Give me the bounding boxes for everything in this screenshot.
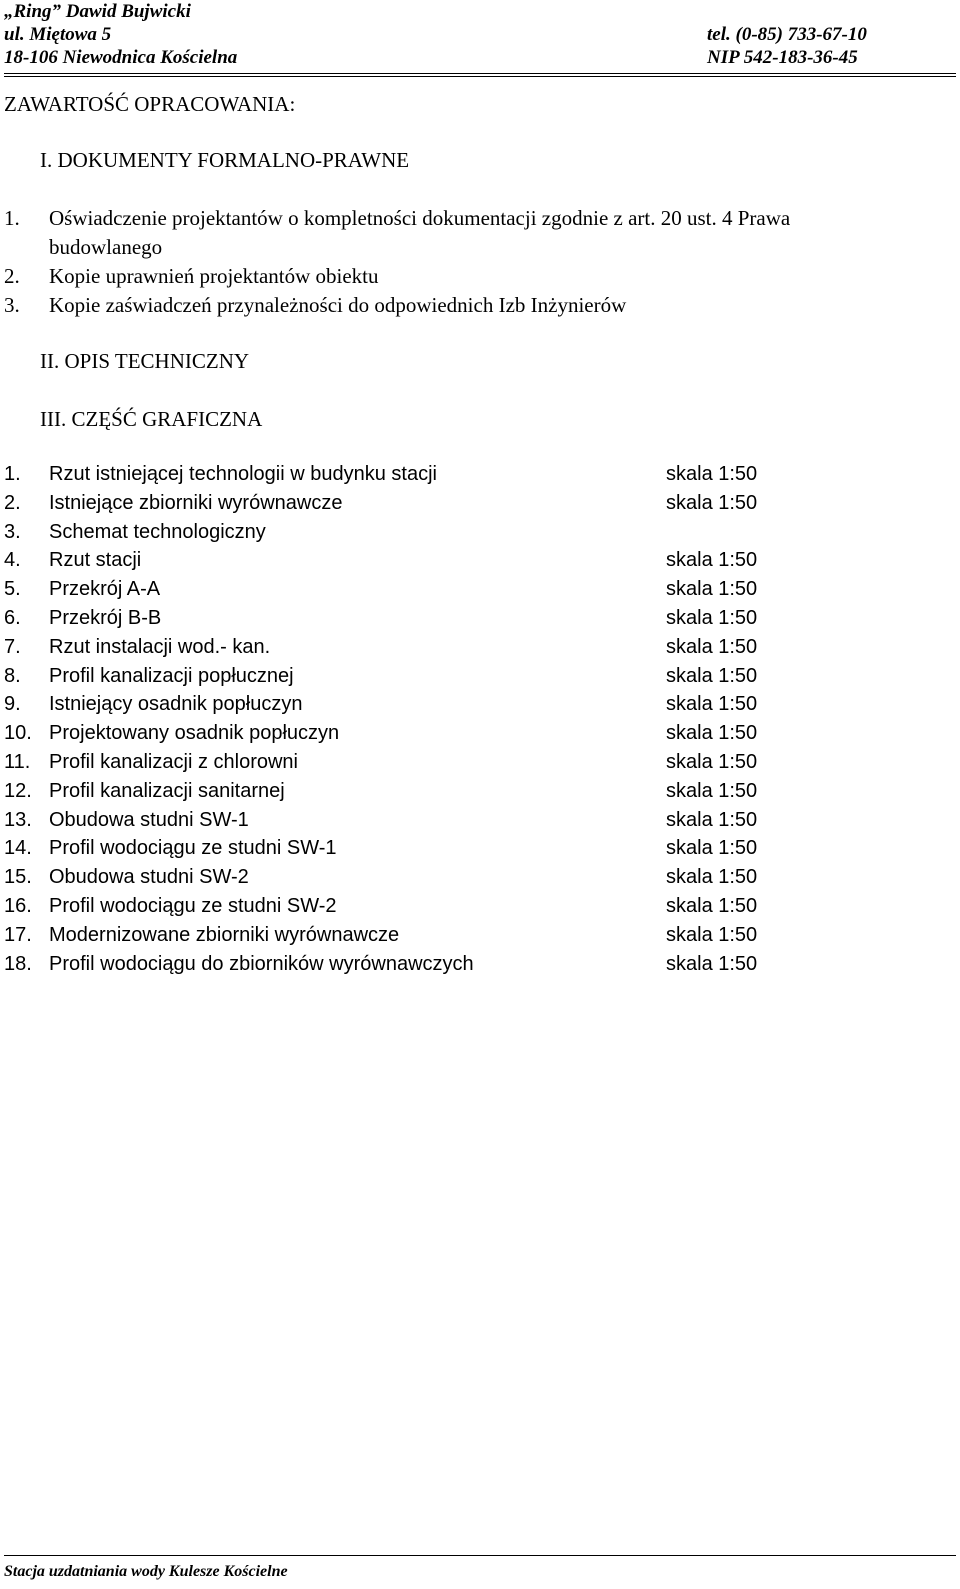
drawing-list-item <box>4 777 904 806</box>
drawing-title: Istniejące zbiorniki wyrównawcze <box>49 491 343 514</box>
drawing-list-item <box>4 892 904 921</box>
drawing-title: Schemat technologiczny <box>49 520 266 543</box>
item-text-continuation: budowlanego <box>49 235 163 259</box>
drawing-number: 18. <box>4 952 32 975</box>
drawing-scale: skala 1:50 <box>666 751 758 773</box>
drawing-number: 10. <box>4 722 32 745</box>
company-city: 18-106 Niewodnica Kościelna <box>4 47 238 68</box>
drawing-list-item <box>4 921 904 950</box>
drawing-number: 7. <box>4 635 21 658</box>
drawing-scale: skala 1:50 <box>666 808 758 831</box>
drawing-title: Projektowany osadnik popłuczyn <box>49 722 340 745</box>
drawing-number: 14. <box>4 837 32 860</box>
drawing-number: 4. <box>4 549 21 572</box>
drawing-scale: skala 1:50 <box>666 837 758 860</box>
drawing-scale: skala 1:50 <box>666 463 758 485</box>
drawing-scale: skala 1:50 <box>666 607 758 629</box>
item-number: 2. <box>4 264 20 288</box>
drawing-scale: skala 1:50 <box>666 635 758 658</box>
drawing-list-item <box>4 690 904 719</box>
drawing-title: Rzut instalacji wod.- kan. <box>49 635 271 658</box>
drawing-number: 8. <box>4 664 21 687</box>
drawing-title: Rzut stacji <box>49 549 142 572</box>
drawing-list-item <box>4 719 904 748</box>
drawing-title: Istniejący osadnik popłuczyn <box>49 693 303 716</box>
drawing-number: 2. <box>4 491 21 514</box>
drawing-number: 13. <box>4 808 32 831</box>
company-street: ul. Miętowa 5 <box>4 24 112 45</box>
drawing-title: Profil kanalizacji z chlorowni <box>49 751 298 773</box>
drawing-title: Obudowa studni SW-1 <box>49 808 249 831</box>
drawing-list-item <box>4 489 904 518</box>
drawing-title: Profil wodociągu ze studni SW-1 <box>49 837 337 860</box>
drawing-list-item <box>4 662 904 691</box>
drawing-number: 11. <box>4 751 31 773</box>
drawing-number: 15. <box>4 866 32 889</box>
drawing-list-item <box>4 806 904 835</box>
drawing-number: 1. <box>4 463 21 485</box>
contents-title: ZAWARTOŚĆ OPRACOWANIA: <box>4 92 296 116</box>
company-phone: tel. (0-85) 733-67-10 <box>707 24 867 45</box>
company-name: „Ring” Dawid Bujwicki <box>4 1 191 22</box>
item-number: 1. <box>4 206 20 230</box>
drawing-scale: skala 1:50 <box>666 895 758 917</box>
drawing-title: Przekrój A-A <box>49 578 161 601</box>
drawing-scale: skala 1:50 <box>666 779 758 802</box>
item-text: Oświadczenie projektantów o kompletności dokumentacji zgodnie z art. 20 ust. 4 Prawa <box>49 206 791 230</box>
drawing-number: 16. <box>4 895 32 917</box>
drawing-title: Modernizowane zbiorniki wyrównawcze <box>49 923 400 946</box>
drawing-title: Obudowa studni SW-2 <box>49 866 249 889</box>
section-3-heading: III. CZĘŚĆ GRAFICZNA <box>40 407 263 431</box>
drawing-list-item <box>4 834 904 863</box>
drawing-scale: skala 1:50 <box>666 549 758 572</box>
drawing-list-item <box>4 633 904 662</box>
header-divider <box>4 73 956 74</box>
drawing-list-item <box>4 950 904 979</box>
drawing-title: Profil kanalizacji popłucznej <box>49 664 294 687</box>
drawing-number: 6. <box>4 607 21 629</box>
drawing-list-item <box>4 604 904 633</box>
item-text: Kopie zaświadczeń przynależności do odpowiednich Izb Inżynierów <box>49 293 627 317</box>
drawing-scale: skala 1:50 <box>666 722 758 745</box>
footer-divider <box>4 1555 956 1556</box>
drawing-number: 12. <box>4 779 32 802</box>
company-nip: NIP 542-183-36-45 <box>707 47 858 68</box>
drawing-list-item <box>4 546 904 575</box>
section-2-heading: II. OPIS TECHNICZNY <box>40 349 250 373</box>
drawing-list-item <box>4 460 904 489</box>
drawing-title: Przekrój B-B <box>49 607 162 629</box>
drawing-scale: skala 1:50 <box>666 952 758 975</box>
drawing-title: Profil wodociągu ze studni SW-2 <box>49 895 337 917</box>
drawing-scale: skala 1:50 <box>666 664 758 687</box>
drawing-scale: skala 1:50 <box>666 923 758 946</box>
drawing-scale: skala 1:50 <box>666 578 758 601</box>
drawing-scale: skala 1:50 <box>666 866 758 889</box>
drawing-number: 17. <box>4 923 32 946</box>
drawing-title: Profil wodociągu do zbiorników wyrównawczych <box>49 952 474 975</box>
drawing-scale: skala 1:50 <box>666 693 758 716</box>
drawing-list-item <box>4 575 904 604</box>
drawing-title: Rzut istniejącej technologii w budynku stacji <box>49 463 437 485</box>
drawing-scale: skala 1:50 <box>666 491 758 514</box>
drawing-title: Profil kanalizacji sanitarnej <box>49 779 285 802</box>
drawing-number: 5. <box>4 578 21 601</box>
item-number: 3. <box>4 293 20 317</box>
drawing-number: 9. <box>4 693 21 716</box>
drawing-list-item <box>4 748 904 777</box>
footer-text: Stacja uzdatniania wody Kulesze Kościelne <box>4 1563 288 1580</box>
drawing-number: 3. <box>4 520 21 543</box>
item-text: Kopie uprawnień projektantów obiektu <box>49 264 379 288</box>
header-divider-second <box>4 76 956 77</box>
drawing-list-item <box>4 518 904 547</box>
drawing-list-item <box>4 863 904 892</box>
section-1-heading: I. DOKUMENTY FORMALNO-PRAWNE <box>40 148 410 172</box>
